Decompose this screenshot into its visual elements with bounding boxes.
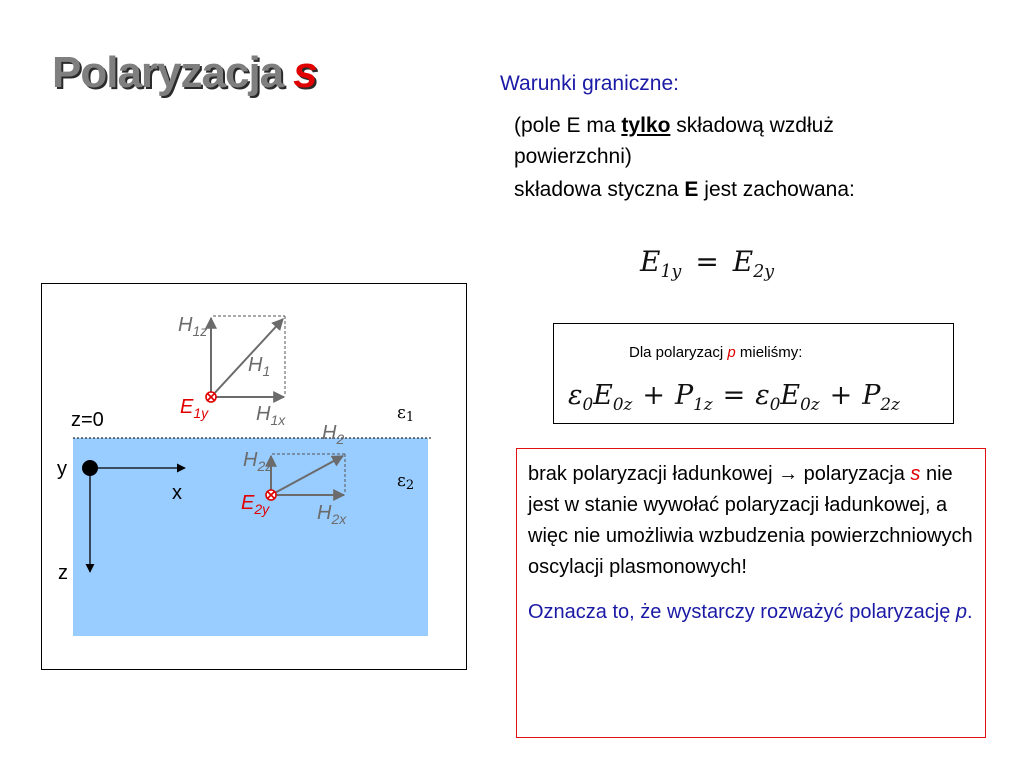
conclusion-text: brak polaryzacji ładunkowej → polaryzacja [528,463,911,485]
eq-subscript: 0 [769,393,781,414]
condition-text: składową wzdłuż [670,114,834,137]
equation-tangential-e [640,245,774,282]
eq-operator: = [695,245,719,278]
x-axis-label: x [172,482,182,504]
p-box-p: p [727,344,736,361]
conclusion-paragraph [528,459,973,583]
eq-term: E [593,380,613,411]
consequence-text: Oznacza to, że wystarczy rozważyć polaryzację [528,601,956,623]
eq-subscript: 0z [612,393,633,414]
eq-subscript: 0 [582,393,594,414]
p-box-text: Dla polaryzacj [629,344,728,361]
conclusion-text: nie jest w stanie wywołać polaryzacji ładunkowej, a więc nie umożliwia wzbudzenia powierzchniowych oscylacji plasmonowych! [528,463,973,578]
condition-line-2: powierzchni) [514,145,632,168]
condition-text: jest zachowana: [698,178,855,201]
title-main: Polaryzacja [52,48,284,97]
p-box-label [629,344,802,361]
condition-emphasis: tylko [621,114,671,137]
equation-normal-d [568,380,900,414]
consequence-p: p [955,601,968,623]
h2x-label: $H_{2x}$ [317,502,347,527]
conclusion-s: s [910,463,921,485]
condition-text: (pole E ma [514,114,622,137]
eq-term: P [862,380,881,411]
epsilon-2-label: ε2 [397,471,415,493]
z-axis-label: z [58,562,68,584]
e1y-label: $E_{1y}$ [180,396,209,421]
page-title [52,48,317,98]
boundary-conditions-heading: Warunki graniczne: [500,72,679,95]
e1-into-page-icon [206,392,216,402]
e2-into-page-icon [266,490,276,500]
consequence-paragraph [528,597,973,628]
h1x-label: $H_{1x}$ [256,403,286,428]
conclusion-box [516,448,986,738]
eq-term: E [732,245,754,278]
e2y-label: $E_{2y}$ [241,492,270,517]
eq-term: E [640,245,661,278]
condition-bold: E [684,178,699,201]
condition-line-1 [514,114,834,138]
eq-term: E [780,380,801,411]
h1-label: $H_1$ [248,354,271,379]
eq-term: ε [755,380,770,411]
h2z-label: $H_{2z}$ [243,449,273,474]
eq-subscript: 0z [800,393,820,414]
z0-label: z=0 [71,409,104,431]
epsilon-1-label: ε1 [397,403,415,425]
eq-term: P [674,380,694,411]
p-polarization-box [553,323,954,424]
eq-term: ε [568,380,583,411]
eq-operator: + [642,380,665,411]
eq-subscript: 1z [693,393,713,414]
h2-label: $H_2$ [322,422,345,447]
eq-operator: + [829,380,853,411]
condition-text: składowa styczna [514,178,685,201]
consequence-text: . [967,601,973,623]
title-accent: s [293,48,317,97]
y-axis-label: y [57,458,67,480]
condition-line-3 [514,178,855,202]
p-box-text: mieliśmy: [735,344,803,361]
eq-subscript: 2z [880,393,900,414]
h1z-label: $H_{1z}$ [178,314,208,339]
s-polarization-diagram [41,283,467,670]
eq-subscript: 1y [660,262,682,283]
eq-operator: = [722,380,746,411]
eq-subscript: 2y [753,262,775,283]
